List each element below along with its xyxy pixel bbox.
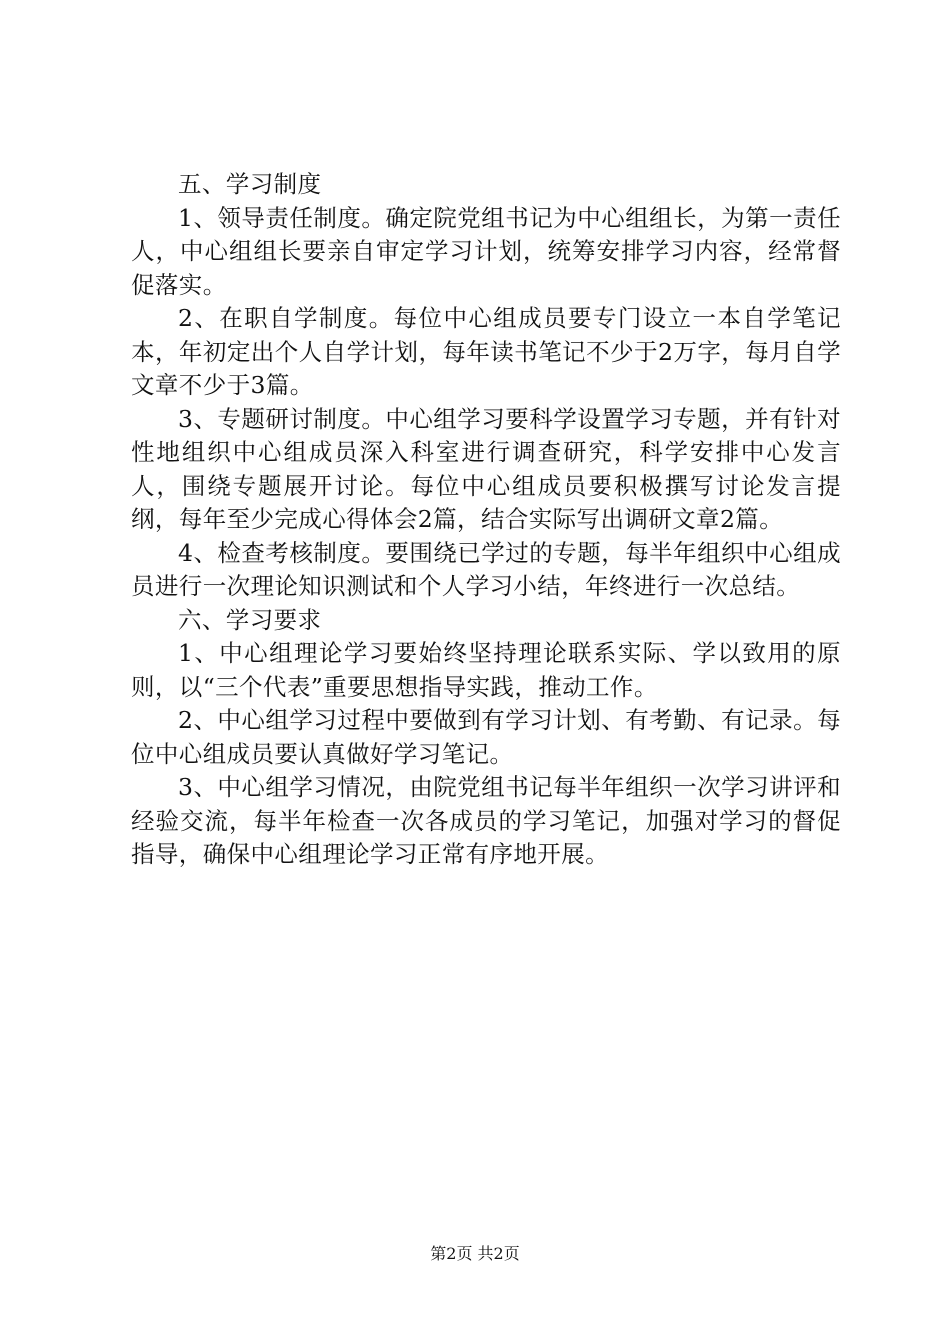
paragraph-study-process: 2、中心组学习过程中要做到有学习计划、有考勤、有记录。每位中心组成员要认真做好学习笔记。 xyxy=(131,706,841,768)
document-body xyxy=(131,168,841,872)
section-heading-study-system: 五、学习制度 xyxy=(178,170,322,198)
paragraph-theory-practice: 1、中心组理论学习要始终坚持理论联系实际、学以致用的原则，以“三个代表”重要思想指导实践，推动工作。 xyxy=(131,639,841,701)
paragraph-topic-seminar: 3、专题研讨制度。中心组学习要科学设置学习专题，并有针对性地组织中心组成员深入科室进行调查研究，科学安排中心发言人，围绕专题展开讨论。每位中心组成员要积极撰写讨论发言提纲，每年至少完成心得体会2篇，结合实际写出调研文章2篇。 xyxy=(131,404,841,533)
paragraph-study-review: 3、中心组学习情况，由院党组书记每半年组织一次学习讲评和经验交流，每半年检查一次各成员的学习笔记，加强对学习的督促指导，确保中心组理论学习正常有序地开展。 xyxy=(131,773,841,868)
paragraph-leadership-responsibility: 1、领导责任制度。确定院党组书记为中心组组长，为第一责任人，中心组组长要亲自审定学习计划，统筹安排学习内容，经常督促落实。 xyxy=(131,203,841,299)
paragraph-inspection-assessment: 4、检查考核制度。要围绕已学过的专题，每半年组织中心组成员进行一次理论知识测试和个人学习小结，年终进行一次总结。 xyxy=(131,538,841,600)
page-footer xyxy=(0,1244,950,1264)
page-number-label: 第2页 共2页 xyxy=(430,1244,520,1263)
section-heading-study-requirements: 六、学习要求 xyxy=(178,605,322,634)
paragraph-self-study: 2、在职自学制度。每位中心组成员要专门设立一本自学笔记本，年初定出个人自学计划，每年读书笔记不少于2万字，每月自学文章不少于3篇。 xyxy=(131,304,841,399)
